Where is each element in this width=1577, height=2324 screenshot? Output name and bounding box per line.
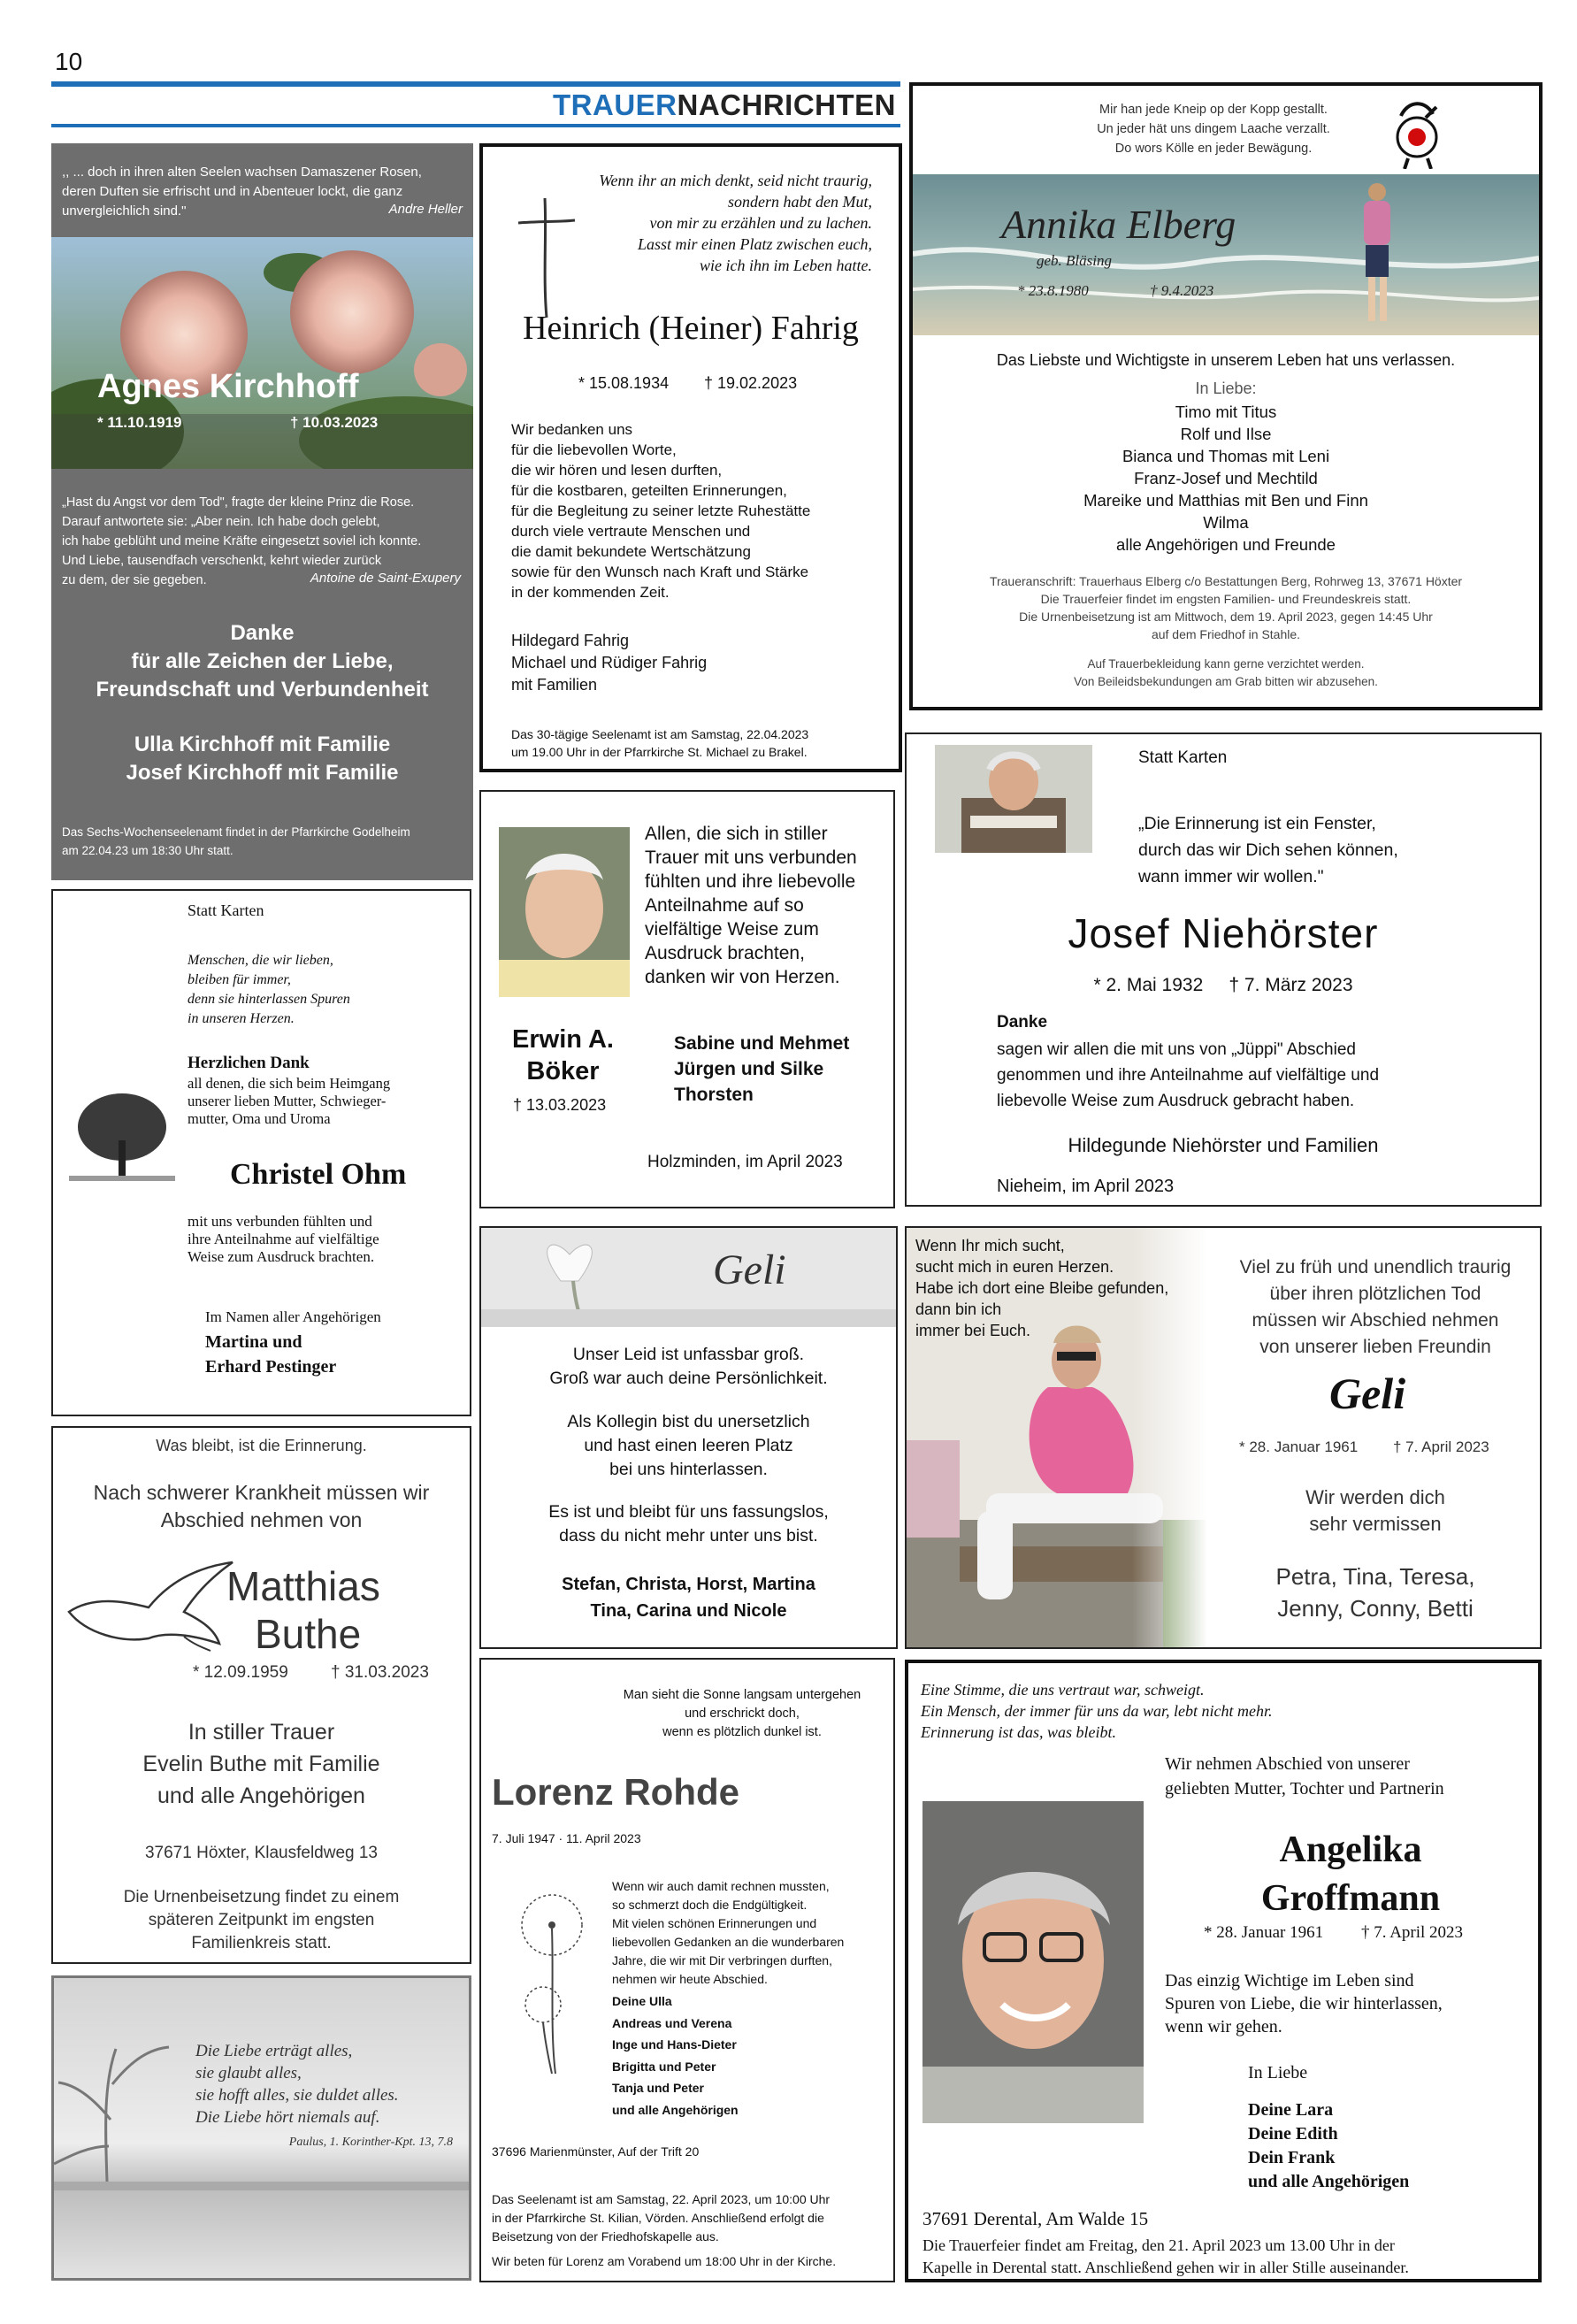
niehoerster-danke: Danke xyxy=(997,1013,1048,1032)
ohm-text: mit uns verbunden fühlten und ihre Anteilnahme auf vielfältige Weise zum Ausdruck brachten. xyxy=(188,1213,379,1265)
fahrig-footer: Das 30-tägige Seelenamt ist am Samstag, 22.04.2023 um 19.00 Uhr in der Pfarrkirche St. Michael zu Brakel. xyxy=(511,727,809,759)
liebe-source: Paulus, 1. Korinther-Kpt. 13, 7.8 xyxy=(288,2136,453,2149)
geli-lily-photo xyxy=(481,1228,896,1327)
buthe-family: In stiller Trauer Evelin Buthe mit Familie und alle Angehörigen xyxy=(142,1720,380,1808)
niehoerster-family: Hildegunde Niehörster und Familien xyxy=(1068,1134,1379,1156)
groffmann-poem: Eine Stimme, die uns vertraut war, schweigt. Ein Mensch, der immer für uns da war, lebt nicht mehr. Erinnerung ist das, was bleibt. xyxy=(921,1681,1273,1741)
geli-colleagues-text2: Als Kollegin bist du unersetzlich und hast einen leeren Platz bei uns hinterlassen. xyxy=(567,1412,810,1479)
buthe-name-last: Buthe xyxy=(255,1611,362,1657)
rohde-text: Wenn wir auch damit rechnen mussten, so schmerzt doch die Endgültigkeit. Mit vielen schönen Erinnerungen und liebevollen Gedanken an die wunderbaren Jahre, die wir mit Dir verbringen durften, nehmen wir heute Abschied. xyxy=(612,1879,845,1986)
rohde-poem: Man sieht die Sonne langsam untergehen und erschrickt doch, wenn es plötzlich dunkel ist. xyxy=(623,1688,861,1739)
elberg-born: * 23.8.1980 xyxy=(1017,282,1089,299)
groffmann-in-love: In Liebe xyxy=(1248,2063,1308,2082)
geli-colleagues-name: Geli xyxy=(713,1246,786,1293)
tree-icon xyxy=(69,1087,175,1185)
kirchhoff-footer: Das Sechs-Wochenseelenamt findet in der Pfarrkirche Godelheim am 22.04.23 um 18:30 Uhr statt. xyxy=(62,825,410,857)
groffmann-text: Das einzig Wichtige im Leben sind Spuren von Liebe, die wir hinterlassen, wenn wir gehen. xyxy=(1165,1971,1443,2036)
niehoerster-text: sagen wir allen die mit uns von „Jüppi" Abschied genommen und ihre Anteilnahme auf vielfältige und liebevolle Weise zum Ausdruck gebracht haben. xyxy=(997,1040,1380,1110)
obituary-elberg xyxy=(909,82,1543,710)
ohm-dank-title: Herzlichen Dank xyxy=(188,1054,310,1072)
geli-friends-names: Petra, Tina, Teresa, Jenny, Conny, Betti xyxy=(1275,1563,1475,1622)
section-title xyxy=(51,88,896,122)
kirchhoff-died: † 10.03.2023 xyxy=(290,414,379,431)
header-rule xyxy=(51,81,900,87)
obituary-geli-friends xyxy=(905,1226,1542,1649)
elberg-info2: Auf Trauerbekleidung kann gerne verzichtet werden. Von Beileidsbekundungen am Grab bitten wir abzusehen. xyxy=(1074,657,1378,688)
elberg-info: Traueranschrift: Trauerhaus Elberg c/o Bestattungen Berg, Rohrweg 13, 37671 Höxter Die Trauerfeier findet im engsten Familien- und Freundeskreis statt. Die Urnenbeisetzung ist am Mittwoch, dem 19. April 2023, gegen 14:45 Uhr auf dem Friedhof in Stahle. xyxy=(989,574,1463,641)
rohde-dates: 7. Juli 1947 · 11. April 2023 xyxy=(492,1831,641,1845)
section-title-part2: NACHRICHTEN xyxy=(677,88,896,121)
dove-icon xyxy=(60,1559,237,1656)
boeker-family: Sabine und Mehmet Jürgen und Silke Thorsten xyxy=(674,1033,850,1105)
niehoerster-portrait-image xyxy=(935,745,1092,853)
obituary-geli-colleagues xyxy=(479,1226,898,1649)
kirchhoff-born: * 11.10.1919 xyxy=(97,414,182,431)
groffmann-died: † 7. April 2023 xyxy=(1361,1923,1464,1942)
boeker-text: Allen, die sich in stiller Trauer mit uns verbunden fühlten und ihre liebevolle Anteilnahme auf so vielfältige Weise zum Ausdruck brachten, danken wir von Herzen. xyxy=(645,824,857,987)
boeker-died: † 13.03.2023 xyxy=(513,1096,607,1114)
niehoerster-statt-karten: Statt Karten xyxy=(1138,748,1228,767)
buthe-name-first: Matthias xyxy=(226,1563,380,1609)
kirchhoff-families: Ulla Kirchhoff mit Familie Josef Kirchhoff mit Familie xyxy=(126,732,399,785)
elberg-motto: Mir han jede Kneip op der Kopp gestallt. Un jeder hät uns dingem Laache verzallt. Do wors Kölle en jeder Bewägung. xyxy=(1097,103,1330,156)
dandelion-icon xyxy=(508,1881,596,2075)
elberg-birthname: geb. Bläsing xyxy=(1037,252,1112,269)
groffmann-name: Angelika Groffmann xyxy=(1260,1829,1441,1919)
geli-friends-died: † 7. April 2023 xyxy=(1393,1438,1489,1455)
header-rule-bottom xyxy=(51,124,900,127)
fahrig-text: Wir bedanken uns für die liebevollen Worte, die wir hören und lesen durften, für die kostbaren, geteilten Erinnerungen, für die Begleitung zu seiner letzte Ruhestätte durch viele vertraute Menschen und die damit bekundete Wertschätzung sowie für den Wunsch nach Kraft und Stärke in der kommenden Zeit. xyxy=(511,421,811,601)
ohm-sign-intro: Im Namen aller Angehörigen xyxy=(205,1308,381,1325)
beach-image xyxy=(913,174,1539,335)
rohde-name: Lorenz Rohde xyxy=(492,1771,739,1813)
elberg-family: Timo mit Titus Rolf und Ilse Bianca und Thomas mit Leni Franz-Josef und Mechtild Mareike und Matthias mit Ben und Finn Wilma alle Angehörigen und Freunde xyxy=(1083,403,1368,554)
geli-colleagues-names: Stefan, Christa, Horst, Martina Tina, Carina und Nicole xyxy=(562,1575,815,1621)
kirchhoff-quote2: „Hast du Angst vor dem Tod", fragte der kleine Prinz die Rose. Darauf antwortete sie: „Aber nein. Ich habe doch gelebt, ich habe geblüht und meine Kräfte eingesetzt soviel ich konnte. Und Liebe, tausendfach verschenkt, kehrt wieder zurück zu dem, der sie gegeben. xyxy=(62,495,422,587)
obituary-groffmann xyxy=(905,1660,1542,2282)
rohde-prayer: Wir beten für Lorenz am Vorabend um 18:00 Uhr in der Kirche. xyxy=(492,2254,837,2268)
ohm-sign: Martina und Erhard Pestinger xyxy=(205,1332,337,1377)
groffmann-address: 37691 Derental, Am Walde 15 xyxy=(922,2208,1149,2229)
obituary-niehoerster xyxy=(905,732,1542,1207)
kirchhoff-quote-author: Andre Heller xyxy=(388,202,463,217)
buthe-intro: Was bleibt, ist die Erinnerung. xyxy=(156,1437,367,1454)
fahrig-name: Heinrich (Heiner) Fahrig xyxy=(523,310,859,347)
obituary-kirchhoff xyxy=(51,143,473,880)
geli-friends-born: * 28. Januar 1961 xyxy=(1239,1438,1359,1455)
ohm-dank-text: all denen, die sich beim Heimgang unserer lieben Mutter, Schwieger- mutter, Oma und Uroma xyxy=(188,1075,391,1127)
groffmann-info: Die Trauerfeier findet am Freitag, den 21. April 2023 um 13.00 Uhr in der Kapelle in Derental statt. Anschließend gehen wir in aller Stille auseinander. xyxy=(922,2236,1409,2276)
fahrig-poem: Wenn ihr an mich denkt, seid nicht traurig, sondern habt den Mut, von mir zu erzählen und zu lachen. Lasst mir einen Platz zwischen euch, wie ich ihn im Leben hatte. xyxy=(599,172,872,274)
fahrig-born: * 15.08.1934 xyxy=(578,374,670,392)
elberg-headline: Das Liebste und Wichtigste in unserem Leben hat uns verlassen. xyxy=(996,351,1456,369)
rohde-info: Das Seelenamt ist am Samstag, 22. April 2023, um 10:00 Uhr in der Pfarrkirche St. Kilian, Vörden. Anschließend erfolgt die Beisetzung von der Friedhofskapelle aus. xyxy=(492,2192,831,2243)
obituary-fahrig xyxy=(479,143,902,772)
elberg-died: † 9.4.2023 xyxy=(1150,282,1214,299)
rohde-address: 37696 Marienmünster, Auf der Trift 20 xyxy=(492,2144,700,2159)
geli-colleagues-text3: Es ist und bleibt für uns fassungslos, dass du nicht mehr unter uns bist. xyxy=(548,1502,829,1545)
groffmann-intro: Wir nehmen Abschied von unserer geliebten Mutter, Tochter und Partnerin xyxy=(1165,1754,1444,1799)
geli-colleagues-text1: Unser Leid ist unfassbar groß. Groß war auch deine Persönlichkeit. xyxy=(549,1345,828,1388)
lily-image xyxy=(481,1228,896,1327)
boeker-place: Holzminden, im April 2023 xyxy=(647,1153,843,1171)
goat-crest-icon xyxy=(1382,96,1443,169)
groffmann-family: Deine Lara Deine Edith Dein Frank und alle Angehörigen xyxy=(1248,2100,1410,2191)
elberg-in-love: In Liebe: xyxy=(1195,380,1257,397)
obituary-rohde xyxy=(479,1658,895,2282)
liebe-poem: Die Liebe erträgt alles, sie glaubt alles, sie hofft alles, sie duldet alles. Die Liebe hört niemals auf. xyxy=(195,2042,399,2127)
niehoerster-place: Nieheim, im April 2023 xyxy=(997,1177,1175,1196)
niehoerster-quote: „Die Erinnerung ist ein Fenster, durch das wir Dich sehen können, wann immer wir wollen." xyxy=(1138,814,1398,886)
page-number: 10 xyxy=(55,48,83,75)
buthe-address: 37671 Höxter, Klausfeldweg 13 xyxy=(144,1844,378,1862)
obituary-buthe xyxy=(51,1426,471,1964)
niehoerster-name: Josef Niehörster xyxy=(1068,910,1379,956)
obituary-liebe xyxy=(51,1975,471,2281)
boeker-portrait-image xyxy=(499,827,630,997)
rohde-family: Deine Ulla Andreas und Verena Inge und Hans-Dieter Brigitta und Peter Tanja und Peter und alle Angehörigen xyxy=(612,1994,739,2117)
obituary-boeker xyxy=(479,790,895,1208)
niehoerster-dates: * 2. Mai 1932 † 7. März 2023 xyxy=(1093,975,1353,995)
section-title-part1: TRAUER xyxy=(553,88,677,121)
ohm-poem: Menschen, die wir lieben, bleiben für immer, denn sie hinterlassen Spuren in unseren Herzen. xyxy=(188,953,350,1026)
boeker-name: Erwin A. Böker xyxy=(512,1025,614,1085)
elberg-name: Annika Elberg xyxy=(1001,202,1236,247)
fahrig-died: † 19.02.2023 xyxy=(704,374,798,392)
kirchhoff-thanks: Danke für alle Zeichen der Liebe, Freundschaft und Verbundenheit xyxy=(96,621,429,702)
groffmann-portrait-photo xyxy=(922,1801,1144,2123)
buthe-info: Die Urnenbeisetzung findet zu einem späteren Zeitpunkt im engsten Familienkreis statt. xyxy=(123,1888,400,1952)
geli-friends-poem: Wenn Ihr mich sucht, sucht mich in euren Herzen. Habe ich dort eine Bleibe gefunden, dann bin ich immer bei Euch. xyxy=(915,1237,1169,1339)
elberg-beach-photo xyxy=(913,174,1539,335)
obituary-ohm xyxy=(51,889,471,1416)
kirchhoff-quote2-author: Antoine de Saint-Exupery xyxy=(310,571,461,586)
boeker-portrait-photo xyxy=(499,827,630,997)
fahrig-family: Hildegard Fahrig Michael und Rüdiger Fahrig mit Familien xyxy=(511,632,708,694)
geli-friends-name: Geli xyxy=(1329,1369,1406,1418)
roses-image xyxy=(51,237,473,469)
geli-friends-text: Viel zu früh und unendlich traurig über ihren plötzlichen Tod müssen wir Abschied nehmen von unserer lieben Freundin xyxy=(1239,1257,1512,1357)
buthe-died: † 31.03.2023 xyxy=(331,1663,429,1682)
niehoerster-portrait-photo xyxy=(935,745,1092,853)
buthe-text: Nach schwerer Krankheit müssen wir Abschied nehmen von xyxy=(93,1481,430,1531)
kirchhoff-roses-photo xyxy=(51,237,473,469)
groffmann-born: * 28. Januar 1961 xyxy=(1204,1923,1324,1942)
ohm-name: Christel Ohm xyxy=(230,1158,407,1191)
ohm-statt-karten: Statt Karten xyxy=(188,901,264,919)
groffmann-portrait-image xyxy=(922,1801,1144,2123)
geli-friends-miss: Wir werden dich sehr vermissen xyxy=(1305,1486,1445,1535)
kirchhoff-name: Agnes Kirchhoff xyxy=(97,368,359,405)
kirchhoff-quote: ,, ... doch in ihren alten Seelen wachsen Damaszener Rosen, deren Duften sie erfrischt und in Abenteuer lockt, die ganz unvergleichlich sind." xyxy=(62,165,422,219)
buthe-born: * 12.09.1959 xyxy=(193,1663,288,1682)
